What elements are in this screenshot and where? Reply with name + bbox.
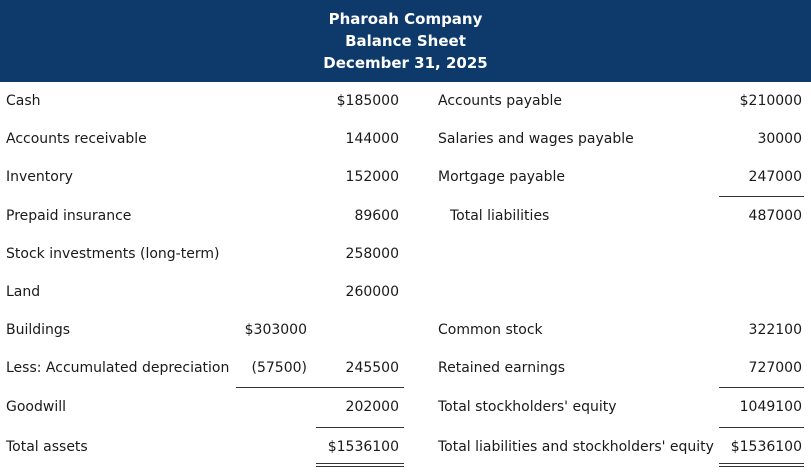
asset-subtotal-rule — [316, 387, 404, 388]
buildings-amount: $303000 — [244, 322, 307, 338]
land-label: Land — [6, 284, 41, 300]
common-stock-amount: 322100 — [748, 322, 802, 338]
land-amount: 260000 — [345, 284, 399, 300]
total-liabilities-and-equity-amount: $1536100 — [730, 439, 802, 455]
accounts-payable-label: Accounts payable — [438, 93, 562, 109]
inventory-amount: 152000 — [345, 169, 399, 185]
stock-investments-label: Stock investments (long-term) — [6, 246, 220, 262]
mortgage-payable-amount: 247000 — [748, 169, 802, 185]
liabilities-subtotal-rule — [719, 196, 804, 197]
statement-date: December 31, 2025 — [323, 54, 488, 72]
buildings-net-amount: 245500 — [345, 360, 399, 376]
statement-header — [0, 0, 811, 82]
buildings-label: Buildings — [6, 322, 71, 338]
total-assets-top-rule — [316, 427, 404, 428]
stock-investments-amount: 258000 — [345, 246, 399, 262]
accounts-receivable-label: Accounts receivable — [6, 131, 147, 147]
total-liab-equity-double-rule — [719, 463, 804, 467]
total-liabilities-amount: 487000 — [748, 208, 802, 224]
total-assets-double-rule — [316, 463, 404, 467]
common-stock-label: Common stock — [438, 322, 543, 338]
equity-subtotal-rule — [719, 387, 804, 388]
goodwill-label: Goodwill — [6, 399, 66, 415]
salaries-payable-amount: 30000 — [757, 131, 802, 147]
total-liabilities-label: Total liabilities — [450, 208, 550, 224]
mortgage-payable-label: Mortgage payable — [438, 169, 566, 185]
total-assets-amount: $1536100 — [327, 439, 399, 455]
prepaid-insurance-amount: 89600 — [354, 208, 399, 224]
total-assets-label: Total assets — [6, 439, 88, 455]
prepaid-insurance-label: Prepaid insurance — [6, 208, 132, 224]
company-name: Pharoah Company — [328, 10, 483, 28]
retained-earnings-amount: 727000 — [748, 360, 802, 376]
goodwill-amount: 202000 — [345, 399, 399, 415]
cash-amount: $185000 — [336, 93, 399, 109]
cash-label: Cash — [6, 93, 41, 109]
retained-earnings-label: Retained earnings — [438, 360, 566, 376]
total-liab-equity-top-rule — [719, 427, 804, 428]
depreciation-rule — [236, 387, 316, 388]
accounts-receivable-amount: 144000 — [345, 131, 399, 147]
accounts-payable-amount: $210000 — [739, 93, 802, 109]
total-equity-amount: 1049100 — [739, 399, 802, 415]
total-equity-label: Total stockholders' equity — [438, 399, 617, 415]
inventory-label: Inventory — [6, 169, 73, 185]
total-liabilities-and-equity-label: Total liabilities and stockholders' equity — [438, 439, 714, 455]
statement-title: Balance Sheet — [345, 32, 466, 50]
salaries-payable-label: Salaries and wages payable — [438, 131, 634, 147]
accumulated-depreciation-amount: (57500) — [251, 360, 307, 376]
accumulated-depreciation-label: Less: Accumulated depreciation — [6, 360, 230, 376]
